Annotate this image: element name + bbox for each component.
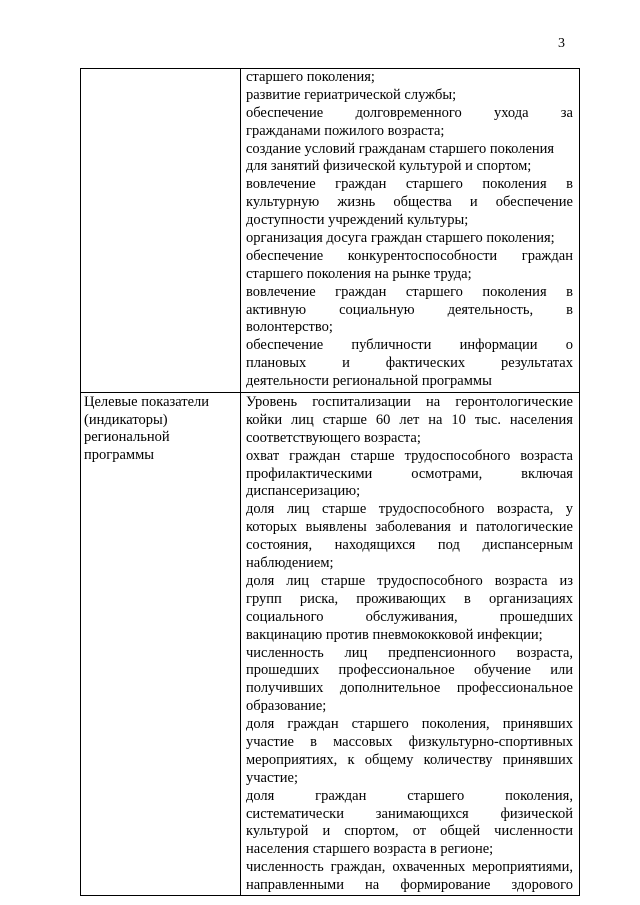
text-word: и — [469, 194, 478, 211]
text-word: из — [559, 572, 573, 589]
text-line — [246, 319, 573, 337]
text-line — [246, 734, 573, 752]
text-word: принявших — [502, 716, 573, 733]
text-line — [246, 141, 573, 159]
text-word: населения — [509, 411, 573, 428]
row-label-line: программы — [84, 446, 154, 463]
text-word: под — [437, 537, 460, 554]
text-word: систематически — [246, 805, 344, 822]
text-word: профилактическими — [246, 465, 373, 482]
text-word: на — [365, 877, 380, 894]
text-word: результатах — [501, 355, 573, 372]
text-word: старшего — [407, 787, 465, 804]
text-word: лиц — [286, 501, 310, 518]
text-word: организациях — [488, 590, 573, 607]
text-line — [246, 627, 573, 645]
text-word: образование; — [246, 698, 327, 715]
text-word: жизнь — [337, 194, 376, 211]
text-word: долговременного — [355, 104, 462, 121]
text-word: за — [560, 104, 573, 121]
text-word: фактических — [385, 355, 466, 372]
text-line — [246, 698, 573, 716]
text-word: развитие гериатрической службы; — [246, 86, 457, 103]
text-word: осмотрами, — [411, 465, 483, 482]
text-word: социальную — [339, 301, 415, 318]
text-word: граждан — [315, 787, 367, 804]
text-word: диспансерным — [482, 537, 573, 554]
text-word: мероприятиями, — [472, 859, 573, 876]
text-word: доступности учреждений культуры; — [246, 212, 469, 229]
page-number: 3 — [558, 36, 565, 51]
text-word: заболевания — [375, 519, 451, 536]
text-word: публичности — [351, 337, 432, 354]
text-word: ухода — [493, 104, 529, 121]
text-word: в — [566, 301, 573, 318]
text-word: общему — [364, 751, 414, 768]
text-word: включая — [521, 465, 573, 482]
text-word: старшего — [351, 716, 409, 733]
text-word: мероприятиях, — [246, 751, 338, 768]
text-word: обеспечение — [495, 194, 573, 211]
text-word: от — [412, 823, 427, 840]
text-word: охват — [246, 447, 280, 464]
text-line — [246, 87, 573, 105]
text-word: плановых — [246, 355, 307, 372]
text-line — [246, 448, 573, 466]
text-word: выявлены — [305, 519, 367, 536]
text-word: конкурентоспособности — [347, 247, 498, 264]
text-word: массовых — [333, 733, 393, 750]
text-line — [246, 466, 573, 484]
text-line — [246, 123, 573, 141]
text-word: деятельность, — [447, 301, 534, 318]
text-word: количеству — [423, 751, 493, 768]
text-line — [246, 537, 573, 555]
text-word: граждан, — [330, 859, 386, 876]
text-word: диспансеризацию; — [246, 483, 361, 500]
text-word: прошедших — [246, 662, 320, 679]
text-word: находящихся — [334, 537, 416, 554]
text-word: в — [566, 176, 573, 193]
text-word: старше — [320, 572, 366, 589]
text-word: проживающих — [356, 590, 446, 607]
text-line — [246, 591, 573, 609]
text-line — [246, 859, 573, 877]
text-line — [246, 176, 573, 194]
text-word: граждан — [335, 283, 387, 300]
text-word: трудоспособного — [377, 572, 483, 589]
text-word: граждан — [335, 176, 387, 193]
text-line — [246, 430, 573, 448]
text-word: общества — [393, 194, 452, 211]
text-word: спортом, — [344, 823, 399, 840]
text-line — [246, 788, 573, 806]
text-word: которых — [246, 519, 298, 536]
text-word: волонтерство; — [246, 319, 333, 336]
text-word: профессиональное — [338, 662, 455, 679]
row-content-cell — [241, 393, 580, 896]
text-word: организация досуга граждан старшего поколения; — [246, 230, 555, 247]
row-label-line: (индикаторы) — [84, 411, 168, 428]
text-line — [246, 337, 573, 355]
text-word: гражданами пожилого возраста; — [246, 122, 445, 139]
text-word: доля — [246, 572, 275, 589]
text-word: создание условий гражданам старшего поколения — [246, 140, 555, 157]
text-word: лет — [399, 411, 420, 428]
text-word: обеспечение — [246, 337, 324, 354]
text-word: активную — [246, 301, 307, 318]
text-word: деятельности региональной программы — [246, 373, 492, 390]
text-word: поколения — [482, 176, 547, 193]
text-line — [246, 716, 573, 734]
text-word: численности — [494, 823, 573, 840]
text-word: охваченных — [392, 859, 466, 876]
table-row — [81, 69, 580, 393]
text-line — [246, 355, 573, 373]
text-word: в — [464, 590, 471, 607]
text-word: социального — [246, 608, 324, 625]
text-word: трудоспособного — [404, 447, 511, 464]
text-word: старшего поколения на рынке труда; — [246, 265, 472, 282]
text-word: вовлечение — [246, 283, 316, 300]
text-line — [246, 573, 573, 591]
text-word: на — [428, 411, 443, 428]
text-word: возраста, — [496, 501, 554, 518]
text-word: наблюдением; — [246, 555, 334, 572]
text-word: геронтологические — [455, 394, 573, 411]
text-word: возраста — [520, 447, 573, 464]
text-word: 10 — [451, 411, 466, 428]
text-line — [246, 248, 573, 266]
text-word: граждан — [287, 716, 339, 733]
text-word: 60 — [375, 411, 391, 428]
text-word: направленными — [246, 877, 344, 894]
text-word: участие — [246, 733, 294, 750]
text-word: состояния, — [246, 537, 313, 554]
text-word: обслуживания, — [365, 608, 458, 625]
text-word: принявших — [502, 751, 573, 768]
text-word: или — [550, 662, 573, 679]
text-word: лиц — [286, 572, 310, 589]
text-line — [246, 823, 573, 841]
text-word: вовлечение — [246, 176, 316, 193]
text-word: прошедших — [499, 608, 573, 625]
text-word: трудоспособного — [378, 501, 485, 518]
text-word: физкультурно-спортивных — [408, 733, 573, 750]
text-word: групп — [246, 590, 282, 607]
text-line — [246, 230, 573, 248]
text-line — [246, 212, 573, 230]
text-word: обеспечение — [246, 247, 324, 264]
text-line — [246, 841, 573, 859]
text-line — [246, 519, 573, 537]
text-line — [246, 752, 573, 770]
text-word: культурную — [246, 194, 320, 211]
text-word: граждан — [521, 247, 573, 264]
text-word: информации — [459, 337, 538, 354]
text-line — [246, 662, 573, 680]
text-word: формирование — [400, 877, 491, 894]
text-word: культурой — [246, 823, 309, 840]
text-word: риска, — [299, 590, 339, 607]
text-word: и — [459, 519, 468, 536]
text-word: предпенсионного — [388, 644, 496, 661]
text-word: доля — [246, 501, 275, 518]
text-word: на — [426, 394, 441, 411]
program-passport-table — [80, 68, 580, 896]
text-word: в — [310, 733, 317, 750]
text-line — [246, 412, 573, 430]
text-word: поколения, — [421, 716, 490, 733]
text-line — [246, 501, 573, 519]
text-line — [246, 284, 573, 302]
text-word: населения старшего возраста в регионе; — [246, 841, 494, 858]
text-word: получивших — [246, 680, 324, 697]
text-word: общей — [440, 823, 481, 840]
text-line — [246, 555, 573, 573]
text-line — [246, 609, 573, 627]
text-word: физической — [500, 805, 573, 822]
text-word: здорового — [511, 877, 573, 894]
text-word: профессиональное — [456, 680, 573, 697]
text-word: доля — [246, 787, 275, 804]
text-word: поколения — [482, 283, 547, 300]
text-line — [246, 877, 573, 895]
text-word: о — [565, 337, 573, 354]
text-word: для занятий физической культурой и спортом; — [246, 158, 532, 175]
text-word: возраста, — [516, 644, 573, 661]
text-word: старше — [322, 411, 367, 428]
text-word: и — [322, 823, 331, 840]
text-word: у — [565, 501, 573, 518]
text-line — [246, 645, 573, 663]
text-line — [246, 266, 573, 284]
text-word: старше — [350, 447, 395, 464]
text-word: к — [347, 751, 355, 768]
text-word: старшего поколения; — [246, 69, 375, 85]
text-word: обучение — [473, 662, 531, 679]
text-word: госпитализации — [312, 394, 411, 411]
text-word: койки — [246, 411, 283, 428]
text-line — [246, 69, 573, 87]
text-word: численность — [246, 644, 324, 661]
text-line — [246, 806, 573, 824]
row-label-line: Целевые показатели — [84, 394, 210, 411]
text-line — [246, 680, 573, 698]
text-word: обеспечение — [246, 104, 324, 121]
text-word: старшего — [405, 283, 463, 300]
text-word: старшего — [405, 176, 463, 193]
text-line — [246, 302, 573, 320]
text-word: численность — [246, 859, 324, 876]
text-word: соответствующего возраста; — [246, 429, 421, 446]
text-word: лиц — [344, 644, 368, 661]
text-word: старше — [322, 501, 367, 518]
text-word: возраста — [494, 572, 548, 589]
text-word: и — [342, 355, 350, 372]
text-line — [246, 158, 573, 176]
text-word: вакцинацию против пневмококковой инфекции; — [246, 626, 543, 643]
text-word: поколения, — [505, 787, 573, 804]
text-word: граждан — [289, 447, 341, 464]
text-word: участие; — [246, 769, 298, 786]
text-line — [246, 194, 573, 212]
row-label-line: региональной — [84, 429, 170, 446]
text-word: занимающихся — [375, 805, 469, 822]
row-label-cell — [81, 69, 241, 393]
text-line — [246, 105, 573, 123]
text-word: Уровень — [246, 394, 298, 411]
text-line — [246, 770, 573, 788]
table-row — [81, 393, 580, 896]
row-content-cell — [241, 69, 580, 393]
text-word: патологические — [476, 519, 573, 536]
text-word: лиц — [291, 411, 314, 428]
row-label-cell — [81, 393, 241, 896]
text-line — [246, 394, 573, 412]
text-word: доля — [246, 716, 275, 733]
text-line — [246, 483, 573, 501]
text-word: тыс. — [474, 411, 501, 428]
text-word: в — [566, 283, 573, 300]
text-line — [246, 373, 573, 391]
text-word: дополнительное — [339, 680, 441, 697]
